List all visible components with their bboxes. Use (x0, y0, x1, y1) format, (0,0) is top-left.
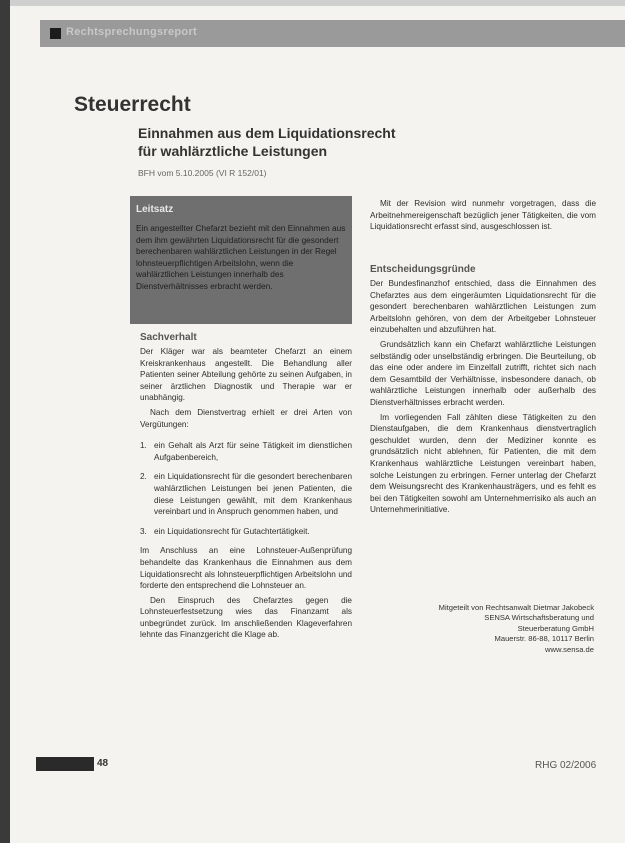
author-credit (372, 603, 594, 655)
right-column (370, 278, 596, 519)
article-title: Einnahmen aus dem Liquidationsrecht für wahlärztliche Leistungen (138, 125, 396, 159)
list-item (140, 471, 352, 517)
revision-paragraph: Mit der Revision wird nunmehr vorgetragen, dass die Arbeitnehmereigenschaft bezüglich jener Tätigkeiten, die vom Liquidationsrecht erfasst sind, ausgeschlossen ist. (370, 199, 596, 232)
leitsatz-box (130, 196, 352, 324)
list-item-number: 1. (140, 441, 147, 451)
list-item-text: ein Liquidationsrecht für Gutachtertätigkeit. (154, 526, 310, 536)
decision-paragraph: Grundsätzlich kann ein Chefarzt wahlärztliche Leistungen selbständig oder unselbständig erbringen. Die Beurteilung, ob das eine oder andere im Einzelfall zutrifft, richtet sich nach dem Gesamtbild der Verhältnisse, insbesondere danach, ob wahlärztliche Leistungen innerhalb oder außerhalb des Dienstverhältnisses erbracht werden. (370, 339, 596, 407)
sachverhalt-heading: Sachverhalt (140, 332, 197, 343)
list-item-number: 3. (140, 526, 147, 536)
credit-line: SENSA Wirtschaftsberatung und (484, 613, 594, 623)
credit-line: Mauerstr. 86-88, 10117 Berlin (494, 634, 594, 644)
list-item-number: 2. (140, 472, 147, 482)
decision-paragraph: Im vorliegenden Fall zählten diese Tätigkeiten zu den Dienstaufgaben, die dem Krankenhaus dienstvertraglich geschuldet wurden, denn der Mediziner konnte es grundsätzlich nicht ablehnen, für Patienten, die mit dem Krankenhaus wahlärztliche Leistungen vereinbart haben, solche Leistungen zu erbringen. Ferner unterlag der Chefarzt dem Weisungsrecht des Krankenhausträgers, und es fehlt es bei den Tätigkeiten sowohl am Unternehmerrisiko als auch an Unternehmerinitiative. (370, 412, 596, 515)
page-top-edge (0, 0, 625, 6)
page-number: 48 (97, 758, 109, 769)
article-reference: BFH vom 5.10.2005 (VI R 152/01) (138, 168, 267, 178)
left-column (140, 346, 352, 644)
credit-line: Steuerberatung GmbH (517, 623, 594, 633)
page-left-edge (0, 0, 10, 843)
footer-bar (36, 757, 94, 771)
right-column-top (370, 198, 596, 236)
sachverhalt-paragraph: Der Kläger war als beamteter Chefarzt an einem Kreiskrankenhaus angestellt. Die Behandlung aller Patienten seiner Abteilung gehörte zu seinen Aufgaben, in seiner ärztlichen Diagnostik und Therapie war er unabhängig. (140, 347, 352, 403)
issue-label: RHG 02/2006 (535, 760, 597, 771)
credit-line: Mitgeteilt von Rechtsanwalt Dietmar Jakobeck (438, 603, 594, 612)
section-title: Steuerrecht (74, 93, 191, 116)
header-label: Rechtsprechungsreport (66, 26, 197, 38)
list-item (140, 526, 352, 538)
list-item-text: ein Liquidationsrecht für die gesondert berechenbaren wahlärztlichen Leistungen bei jenen Patienten, die diese Leistungen gewählt, mit dem Krankenhaus vereinbart und in Anspruch genommen haben, und (154, 472, 352, 517)
list-item (140, 440, 352, 463)
leitsatz-text: Ein angestellter Chefarzt bezieht mit den Einnahmen aus dem ihm gewährten Liquidationsrecht für die gesondert berechenbaren wahlärztlichen Leistungen in der Regel lohnsteuerpflichtigen Arbeitslohn, wenn die wahlärztlichen Leistungen innerhalb des Dienstverhältnisses erbracht werden. (136, 223, 346, 291)
credit-line: www.sensa.de (545, 644, 594, 654)
leitsatz-title: Leitsatz (136, 204, 174, 215)
sachverhalt-paragraph: Den Einspruch des Chefarztes gegen die Lohnsteuerfestsetzung wies das Finanzamt als unbegründet zurück. Im anschließenden Klageverfahren lehnte das Finanzgericht die Klage ab. (140, 595, 352, 640)
sachverhalt-paragraph: Im Anschluss an eine Lohnsteuer-Außenprüfung behandelte das Krankenhaus die Einnahmen aus dem Liquidationsrecht als lohnsteuerpflichtigen Arbeitslohn und forderte den entsprechend die Lohnsteuer an. (140, 546, 352, 591)
sachverhalt-paragraph: Nach dem Dienstvertrag erhielt er drei Arten von Vergütungen: (140, 407, 352, 429)
decision-paragraph: Der Bundesfinanzhof entschied, dass die Einnahmen des Chefarztes aus dem eingeräumten Liquidationsrecht für die gesondert berechenbaren wahlärztlichen Leistungen zum Arbeitslohn gehören, von dem der Arbeitgeber Lohnsteuer einzubehalten und abzuführen hat. (370, 279, 596, 335)
entscheidungsgruende-heading: Entscheidungsgründe (370, 264, 476, 275)
list-item-text: ein Gehalt als Arzt für seine Tätigkeit im dienstlichen Aufgabenbereich, (154, 441, 352, 462)
header-square-icon (50, 28, 61, 39)
